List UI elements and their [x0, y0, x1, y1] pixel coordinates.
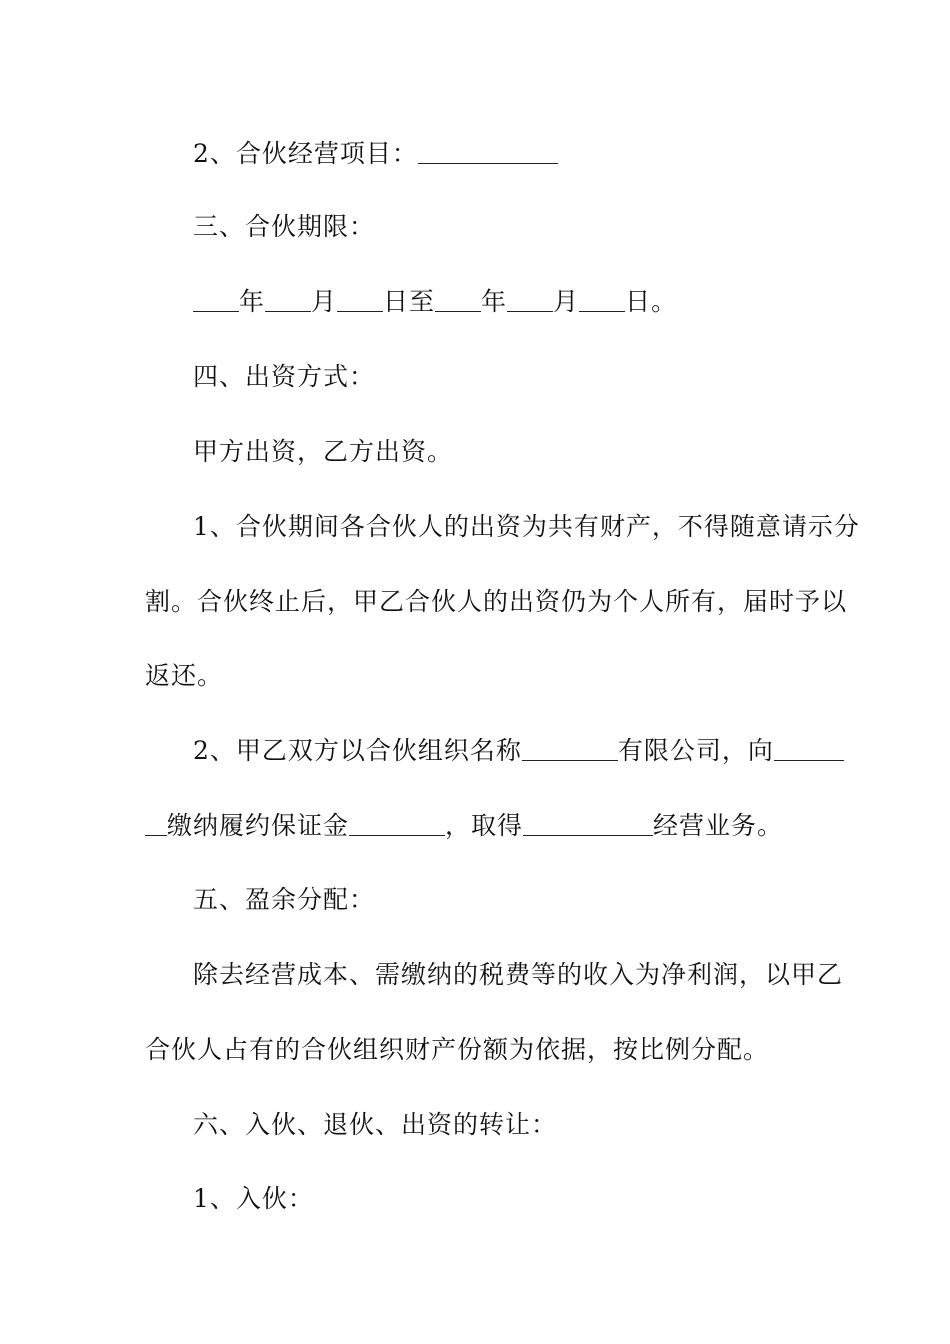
fill-in-blank: [418, 141, 558, 164]
fill-in-blank: [145, 813, 167, 836]
paragraph-line: [145, 1035, 810, 1065]
text-run: 年: [481, 287, 508, 316]
fill-in-blank: [265, 289, 311, 312]
paragraph-line: [145, 587, 848, 617]
fill-in-blank: [337, 289, 383, 312]
text-run: 缴纳履约保证金: [167, 811, 350, 840]
text-run: 2、甲乙双方以合伙组织名称: [193, 736, 522, 765]
text-run: 1、合伙期间各合伙人的出资为共有财产，不得随意请示分: [193, 512, 860, 541]
text-run: 割。合伙终止后，甲乙合伙人的出资仍为个人所有，届时予以: [145, 587, 848, 616]
fill-in-blank: [522, 738, 618, 761]
text-run: 年: [239, 287, 266, 316]
clause-business-project: [193, 139, 858, 169]
fill-in-blank: [349, 813, 445, 836]
date-range-line: [193, 287, 858, 317]
subsection-heading-joining: [193, 1184, 858, 1214]
section-heading-contribution: [193, 362, 858, 392]
paragraph-line: [193, 512, 858, 542]
text-run: 日至: [383, 287, 436, 316]
text-run: 合伙人占有的合伙组织财产份额为依据，按比例分配。: [145, 1035, 770, 1064]
fill-in-blank: [579, 289, 625, 312]
text-run: 四、出资方式：: [193, 362, 376, 391]
section-heading-profit: [193, 885, 858, 915]
fill-in-blank: [507, 289, 553, 312]
clause-company-name: [193, 736, 858, 766]
text-run: 有限公司，向: [617, 736, 774, 765]
paragraph-line: [193, 960, 858, 990]
clause-deposit: [145, 811, 810, 841]
text-run: 甲方出资，乙方出资。: [193, 437, 454, 466]
text-run: 六、入伙、退伙、出资的转让：: [193, 1110, 558, 1139]
text-run: 月: [311, 287, 338, 316]
text-run: 1、入伙：: [193, 1184, 314, 1213]
fill-in-blank: [435, 289, 481, 312]
text-run: ，取得: [445, 811, 524, 840]
text-run: 经营业务。: [653, 811, 784, 840]
fill-in-blank: [774, 738, 844, 761]
paragraph-line: [145, 661, 810, 691]
text-run: 五、盈余分配：: [193, 885, 376, 914]
fill-in-blank: [523, 813, 653, 836]
paragraph-line: [193, 437, 858, 467]
section-heading-term: [193, 212, 858, 242]
text-run: 除去经营成本、需缴纳的税费等的收入为净利润，以甲乙: [193, 960, 844, 989]
text-run: 2、合伙经营项目：: [193, 139, 418, 168]
text-run: 三、合伙期限：: [193, 212, 376, 241]
text-run: 日。: [625, 287, 678, 316]
fill-in-blank: [193, 289, 239, 312]
text-run: 月: [553, 287, 580, 316]
section-heading-admission: [193, 1110, 858, 1140]
text-run: 返还。: [145, 661, 224, 690]
